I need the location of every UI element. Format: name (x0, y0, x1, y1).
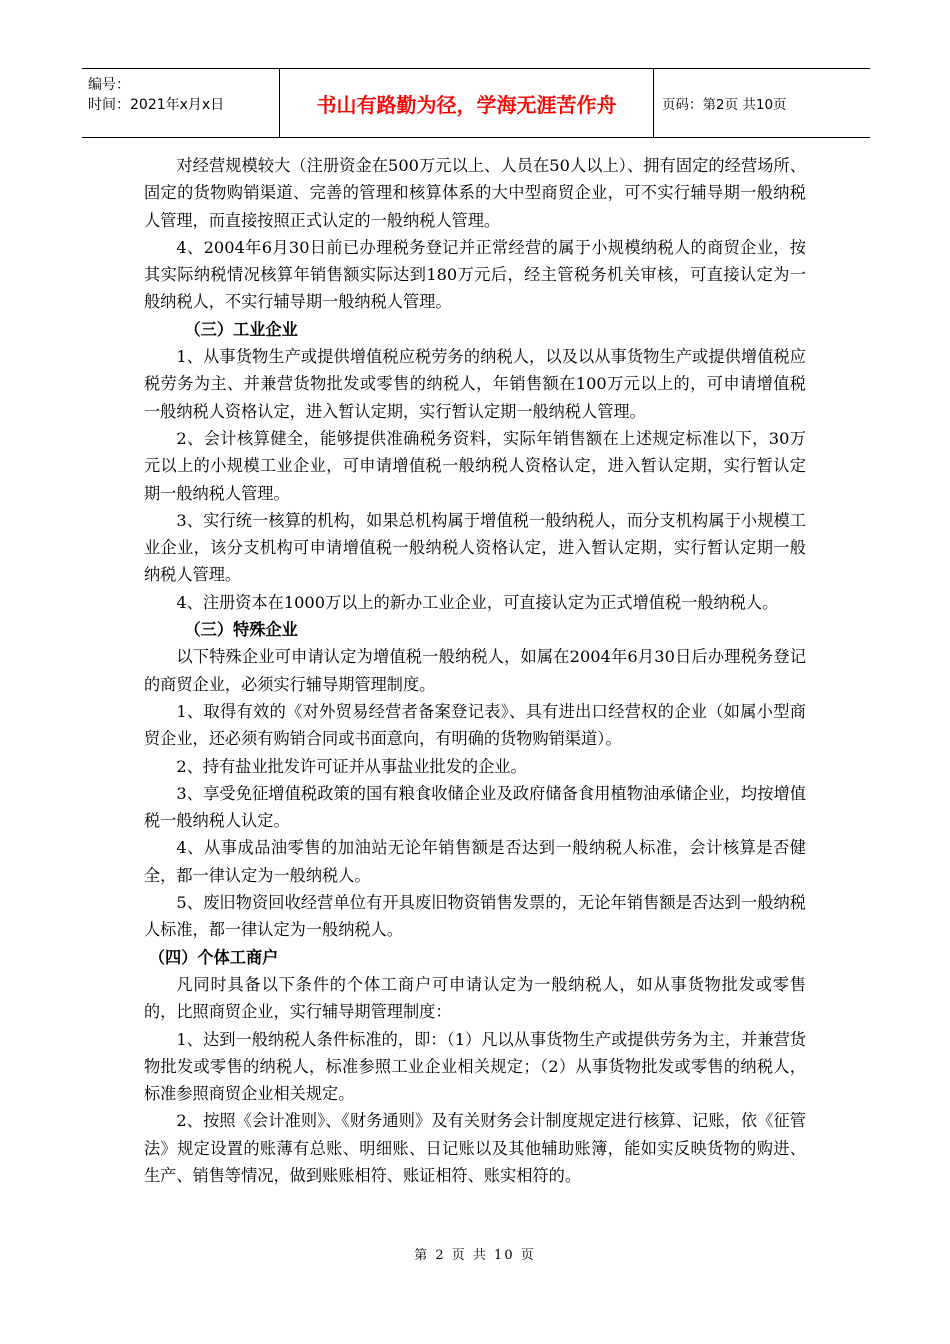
section-heading-individual: （四）个体工商户 (148, 947, 279, 967)
paragraph: 2、会计核算健全，能够提供准确税务资料，实际年销售额在上述规定标准以下，30万元以上的小规模工业企业，可申请增值税一般纳税人资格认定，进入暂认定期，实行暂认定期一般纳税人管理。 (144, 428, 806, 503)
document-body (144, 152, 806, 1189)
header-page-info: 页码：第2页 共10页 (662, 97, 787, 113)
paragraph: 3、实行统一核算的机构，如果总机构属于增值税一般纳税人，而分支机构属于小规模工业企业，该分支机构可申请增值税一般纳税人资格认定，进入暂认定期，实行暂认定期一般纳税人管理。 (144, 510, 806, 585)
paragraph: 凡同时具备以下条件的个体工商户可申请认定为一般纳税人，如从事货物批发或零售的，比照商贸企业，实行辅导期管理制度： (144, 974, 806, 1022)
paragraph: 以下特殊企业可申请认定为增值税一般纳税人，如属在2004年6月30日后办理税务登记的商贸企业，必须实行辅导期管理制度。 (144, 647, 806, 694)
section-heading-special: （三）特殊企业 (184, 620, 298, 640)
paragraph: 对经营规模较大（注册资金在500万元以上、人员在50人以上）、拥有固定的经营场所、固定的货物购销渠道、完善的管理和核算体系的大中型商贸企业，可不实行辅导期一般纳税人管理，而直接按照正式认定的一般纳税人管理。 (144, 156, 806, 230)
header-meta (82, 69, 280, 137)
paragraph: 3、享受免征增值税政策的国有粮食收储企业及政府储备食用植物油承储企业，均按增值税一般纳税人认定。 (144, 783, 806, 831)
document-number-label: 编号： (88, 77, 130, 93)
paragraph: 2、持有盐业批发许可证并从事盐业批发的企业。 (176, 756, 527, 776)
paragraph: 1、取得有效的《对外贸易经营者备案登记表》、具有进出口经营权的企业（如属小型商贸企业，还必须有购销合同或书面意向，有明确的货物购销渠道）。 (144, 701, 806, 749)
paragraph: 1、从事货物生产或提供增值税应税劳务的纳税人，以及以从事货物生产或提供增值税应税劳务为主、并兼营货物批发或零售的纳税人，年销售额在100万元以上的，可申请增值税一般纳税人资格认定，进入暂认定期，实行暂认定期一般纳税人管理。 (144, 347, 806, 421)
paragraph: 4、注册资本在1000万以上的新办工业企业，可直接认定为正式增值税一般纳税人。 (176, 592, 779, 612)
page-footer: 第 2 页 共 10 页 (414, 1248, 536, 1263)
paragraph: 4、从事成品油零售的加油站无论年销售额是否达到一般纳税人标准，会计核算是否健全，都一律认定为一般纳税人。 (144, 838, 806, 885)
paragraph: 2、按照《会计准则》、《财务通则》及有关财务会计制度规定进行核算、记账，依《征管法》规定设置的账薄有总账、明细账、日记账以及其他辅助账簿，能如实反映货物的购进、生产、销售等情况，做到账账相符、账证相符、账实相符的。 (144, 1111, 806, 1185)
paragraph: 4、2004年6月30日前已办理税务登记并正常经营的属于小规模纳税人的商贸企业，按其实际纳税情况核算年销售额实际达到180万元后，经主管税务机关审核，可直接认定为一般纳税人，不实行辅导期一般纳税人管理。 (144, 237, 806, 312)
paragraph: 1、达到一般纳税人条件标准的，即：（1）凡以从事货物生产或提供劳务为主，并兼营货物批发或零售的纳税人，标准参照工业企业相关规定；（2）从事货物批发或零售的纳税人，标准参照商贸企业相关规定。 (144, 1029, 806, 1104)
page-header (82, 68, 870, 138)
document-date-label: 时间：2021年x月x日 (88, 97, 225, 113)
header-motto: 书山有路勤为径，学海无涯苦作舟 (280, 69, 654, 137)
paragraph: 5、废旧物资回收经营单位有开具废旧物资销售发票的，无论年销售额是否达到一般纳税人标准，都一律认定为一般纳税人。 (144, 893, 806, 940)
section-heading-industry: （三）工业企业 (184, 319, 298, 339)
